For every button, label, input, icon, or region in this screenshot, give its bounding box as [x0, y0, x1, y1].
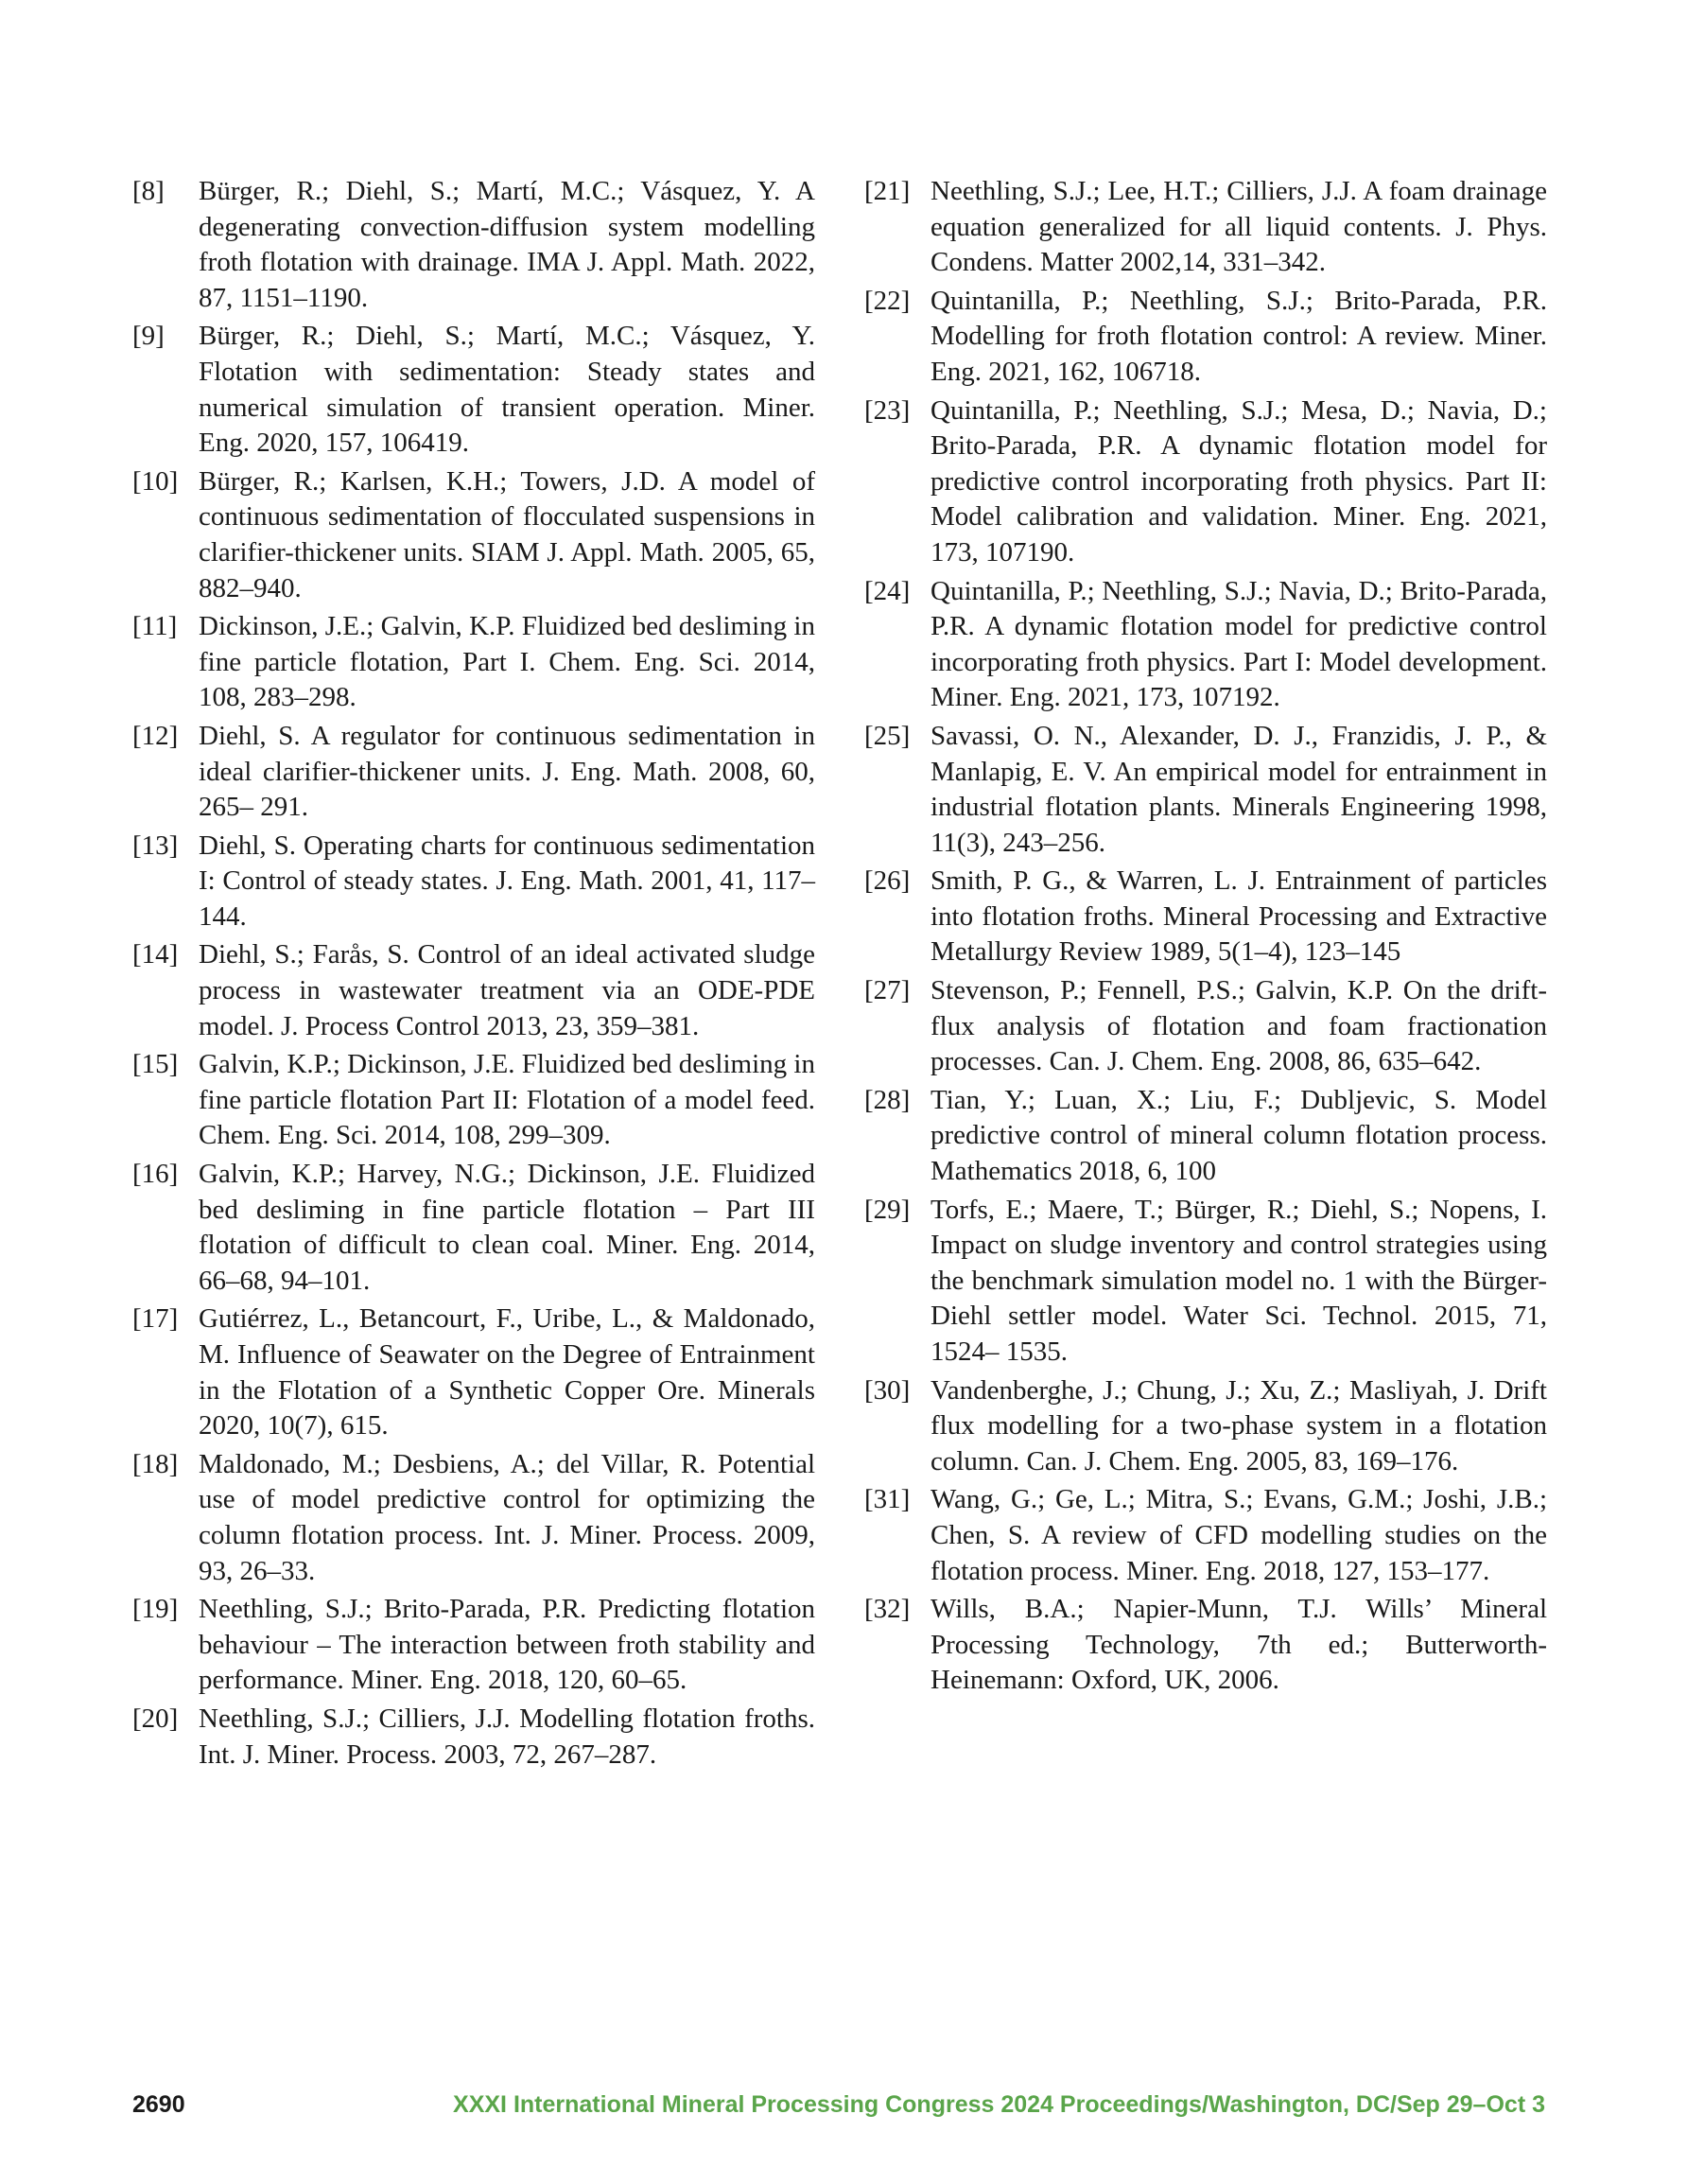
reference-number: [8] — [132, 176, 165, 206]
reference-number: [24] — [864, 575, 911, 606]
reference-text: Diehl, S.; Farås, S. Control of an ideal activated sludge process in wastewater treatment via an ODE-PDE model. J. Process Control 2013, 23, 359–381. — [199, 939, 815, 1041]
reference-text: Bürger, R.; Diehl, S.; Martí, M.C.; Vásquez, Y. Flotation with sedimentation: Steady states and numerical simulation of transient operation. Miner. Eng. 2020, 157, 106419. — [199, 321, 815, 459]
reference-number: [23] — [864, 394, 911, 426]
reference-text: Vandenberghe, J.; Chung, J.; Xu, Z.; Masliyah, J. Drift flux modelling for a two-phase system in a flotation column. Can. J. Chem. Eng. 2005, 83, 169–176. — [930, 1374, 1547, 1476]
reference-item — [864, 973, 1547, 1080]
reference-text: Galvin, K.P.; Harvey, N.G.; Dickinson, J.E. Fluidized bed desliming in fine particle flotation – Part III flotation of difficult to clean coal. Miner. Eng. 2014, 66–68, 94–101. — [199, 1159, 815, 1296]
page-footer — [132, 2091, 1545, 2129]
reference-item — [864, 1592, 1547, 1699]
reference-item — [864, 1482, 1547, 1589]
reference-item — [864, 1193, 1547, 1371]
reference-text: Smith, P. G., & Warren, L. J. Entrainment of particles into flotation froths. Mineral Processing and Extractive Metallurgy Review 1989, 5(1–4), 123–145 — [930, 865, 1547, 968]
reference-item — [864, 1373, 1547, 1480]
reference-number: [32] — [864, 1594, 911, 1625]
reference-text: Bürger, R.; Diehl, S.; Martí, M.C.; Vásquez, Y. A degenerating convection-diffusion system modelling froth flotation with drainage. IMA J. Appl. Math. 2022, 87, 1151–1190. — [199, 176, 815, 313]
reference-number: [16] — [132, 1159, 179, 1190]
reference-item — [864, 574, 1547, 716]
reference-item — [132, 719, 815, 826]
reference-number: [19] — [132, 1594, 179, 1625]
reference-text: Diehl, S. A regulator for continuous sedimentation in ideal clarifier-thickener units. J. Eng. Math. 2008, 60, 265– 291. — [199, 720, 815, 823]
reference-text: Neethling, S.J.; Brito-Parada, P.R. Predicting flotation behaviour – The interaction between froth stability and performance. Miner. Eng. 2018, 120, 60–65. — [199, 1594, 815, 1696]
reference-text: Tian, Y.; Luan, X.; Liu, F.; Dubljevic, S. Model predictive control of mineral column flotation process. Mathematics 2018, 6, 100 — [930, 1084, 1547, 1187]
reference-number: [31] — [864, 1484, 911, 1515]
running-footer-title: XXXI International Mineral Processing Congress 2024 Proceedings/Washington, DC/Sep 29–Oct 3 — [453, 2091, 1545, 2118]
reference-number: [10] — [132, 465, 179, 497]
reference-item — [864, 174, 1547, 281]
reference-text: Quintanilla, P.; Neethling, S.J.; Navia, D.; Brito-Parada, P.R. A dynamic flotation model for predictive control incorporating froth physics. Part I: Model development. Miner. Eng. 2021, 173, 107192. — [930, 575, 1547, 713]
reference-number: [29] — [864, 1194, 911, 1225]
reference-text: Diehl, S. Operating charts for continuous sedimentation I: Control of steady states. J. Eng. Math. 2001, 41, 117– 144. — [199, 830, 815, 932]
reference-text: Neethling, S.J.; Cilliers, J.J. Modelling flotation froths. Int. J. Miner. Process. 2003, 72, 267–287. — [199, 1703, 815, 1770]
reference-text: Torfs, E.; Maere, T.; Bürger, R.; Diehl, S.; Nopens, I. Impact on sludge inventory and control strategies using the benchmark simulation model no. 1 with the Bürger-Diehl settler model. Water Sci. Technol. 2015, 71, 1524– 1535. — [930, 1194, 1547, 1367]
reference-text: Dickinson, J.E.; Galvin, K.P. Fluidized bed desliming in fine particle flotation, Part I. Chem. Eng. Sci. 2014, 108, 283–298. — [199, 611, 815, 713]
reference-number: [28] — [864, 1084, 911, 1115]
reference-number: [22] — [864, 285, 911, 316]
reference-item — [132, 829, 815, 935]
reference-text: Savassi, O. N., Alexander, D. J., Franzidis, J. P., & Manlapig, E. V. An empirical model for entrainment in industrial flotation plants. Minerals Engineering 1998, 11(3), 243–256. — [930, 720, 1547, 858]
reference-item — [132, 319, 815, 461]
reference-text: Gutiérrez, L., Betancourt, F., Uribe, L., & Maldonado, M. Influence of Seawater on the Degree of Entrainment in the Flotation of a Synthetic Copper Ore. Minerals 2020, 10(7), 615. — [199, 1303, 815, 1441]
reference-number: [15] — [132, 1049, 179, 1080]
reference-number: [13] — [132, 830, 179, 861]
reference-number: [25] — [864, 720, 911, 751]
reference-text: Quintanilla, P.; Neethling, S.J.; Brito-Parada, P.R. Modelling for froth flotation control: A review. Miner. Eng. 2021, 162, 106718. — [930, 285, 1547, 387]
reference-number: [27] — [864, 975, 911, 1006]
reference-text: Maldonado, M.; Desbiens, A.; del Villar, R. Potential use of model predictive control for optimizing the column flotation process. Int. J. Miner. Process. 2009, 93, 26–33. — [199, 1448, 815, 1586]
reference-number: [21] — [864, 176, 911, 206]
reference-item — [132, 1592, 815, 1699]
reference-item — [864, 864, 1547, 970]
reference-text: Stevenson, P.; Fennell, P.S.; Galvin, K.P. On the drift-flux analysis of flotation and foam fractionation processes. Can. J. Chem. Eng. 2008, 86, 635–642. — [930, 975, 1547, 1077]
reference-text: Neethling, S.J.; Lee, H.T.; Cilliers, J.J. A foam drainage equation generalized for all liquid contents. J. Phys. Condens. Matter 2002,14, 331–342. — [930, 176, 1547, 278]
reference-number: [11] — [132, 611, 178, 642]
reference-number: [30] — [864, 1374, 911, 1406]
reference-item — [132, 1302, 815, 1443]
reference-number: [20] — [132, 1703, 179, 1734]
references-left-column — [132, 174, 815, 1775]
reference-number: [9] — [132, 321, 165, 352]
reference-item — [132, 1447, 815, 1589]
reference-number: [12] — [132, 720, 179, 751]
references-right-column — [864, 174, 1547, 1702]
reference-number: [14] — [132, 939, 179, 970]
reference-item — [132, 464, 815, 606]
reference-text: Wills, B.A.; Napier-Munn, T.J. Wills’ Mineral Processing Technology, 7th ed.; Butterworth-Heinemann: Oxford, UK, 2006. — [930, 1594, 1547, 1696]
reference-text: Bürger, R.; Karlsen, K.H.; Towers, J.D. A model of continuous sedimentation of flocculated suspensions in clarifier-thickener units. SIAM J. Appl. Math. 2005, 65, 882–940. — [199, 465, 815, 603]
reference-item — [132, 1047, 815, 1154]
reference-text: Galvin, K.P.; Dickinson, J.E. Fluidized bed desliming in fine particle flotation Part II: Flotation of a model feed. Chem. Eng. Sci. 2014, 108, 299–309. — [199, 1049, 815, 1151]
reference-number: [18] — [132, 1448, 179, 1479]
reference-item — [864, 393, 1547, 571]
reference-item — [132, 609, 815, 716]
reference-item — [864, 719, 1547, 861]
reference-item — [864, 1083, 1547, 1190]
page-number: 2690 — [132, 2091, 185, 2118]
reference-item — [132, 1157, 815, 1299]
reference-number: [17] — [132, 1303, 179, 1335]
reference-text: Quintanilla, P.; Neethling, S.J.; Mesa, D.; Navia, D.; Brito-Parada, P.R. A dynamic flotation model for predictive control incorporating froth physics. Part II: Model calibration and validation. Miner. Eng. 2021, 173, 107190. — [930, 394, 1547, 568]
reference-item — [864, 284, 1547, 391]
reference-item — [132, 1702, 815, 1773]
reference-number: [26] — [864, 865, 911, 897]
reference-item — [132, 174, 815, 316]
reference-text: Wang, G.; Ge, L.; Mitra, S.; Evans, G.M.; Joshi, J.B.; Chen, S. A review of CFD modelling studies on the flotation process. Miner. Eng. 2018, 127, 153–177. — [930, 1484, 1547, 1586]
reference-item — [132, 937, 815, 1044]
